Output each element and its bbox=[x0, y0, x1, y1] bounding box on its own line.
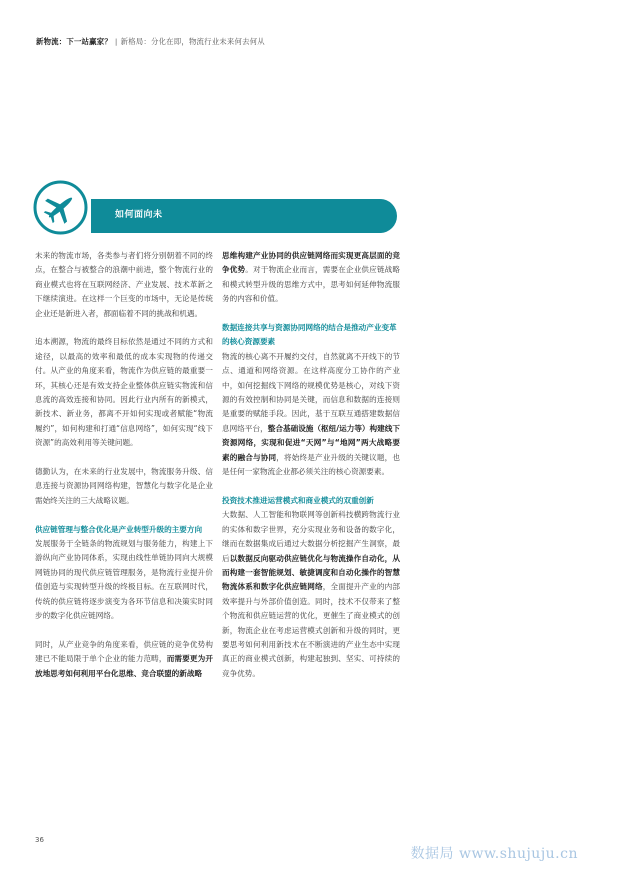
section-banner bbox=[33, 180, 397, 235]
paragraph bbox=[35, 638, 213, 681]
paragraph: 德勤认为，在未来的行业发展中，物流服务升级、信息连接与资源协同网络构建，智慧化与数字化是企业需始终关注的三大战略议题。 bbox=[35, 467, 213, 505]
emphasis-text: 整合基础设施（枢纽/运力等）构建线下资源网络，实现和促进“天网”与“地网”两大战略要素的融合与协同 bbox=[222, 423, 400, 462]
emphasis-text: 思维构建产业协同的供应链网络而实现更高层面的竞争优势 bbox=[222, 251, 400, 275]
right-text-column bbox=[222, 249, 400, 696]
paragraph-text: 。对于物流企业而言，需要在企业供应链战略和模式转型升级的思维方式中，思考如何延伸物流服务的内容和价值。 bbox=[222, 265, 401, 304]
paragraph bbox=[222, 249, 400, 307]
paragraph: 未来的物流市场，各类参与者们将分别朝着不同的终点，在整合与被整合的浪潮中前进，整个物流行业的商业模式也将在互联网经济、产业发展、技术革新之下继续演进。在这样一个巨变的市场中，无论是传统企业还是新进入者，都面临着不同的挑战和机遇。 bbox=[35, 251, 213, 318]
airplane-icon bbox=[33, 180, 88, 235]
header-separator: | bbox=[114, 37, 118, 46]
paragraph bbox=[222, 350, 400, 480]
paragraph-text: ，全面提升产业的内部效率提升与外部价值创造。同时，技术不仅带来了整个物流和供应链运营的优化，更催生了商业模式的创新，物流企业在考虑运营模式创新和升级的同时，更要思考如何利用新技术在不断演进的产业生态中实现真正的商业模式创新，构建起独到、坚实、可持续的竞争优势。 bbox=[222, 582, 401, 678]
subheading: 数据连接共享与资源协同网络的结合是推动产业变革的核心资源要素 bbox=[222, 323, 397, 347]
left-text-column bbox=[35, 249, 213, 696]
watermark: 数据局 www.shujuju.cn bbox=[410, 846, 578, 862]
chapter-subtitle: 新格局：分化在即，物流行业未来何去何从 bbox=[120, 37, 265, 46]
paragraph-text: 物流的核心离不开履约交付，自然就离不开线下的节点、通道和网络资源。在这样高度分工协作的产业中，如何挖掘线下网络的规模优势是核心，对线下资源的有效控制和协同是关键，而信息和数据的连接则是重要的赋能手段。因此，基于互联互通搭建数据信息网络平台， bbox=[222, 351, 400, 433]
emphasis-text: 以数据反向驱动供应链优化与物流操作自动化，从而构建一套智能规划、敏捷调度和自动化操作的智慧物流体系和数字化供应链网络 bbox=[222, 553, 401, 592]
subheading: 投资技术推进运营模式和商业模式的双重创新 bbox=[222, 495, 374, 505]
emphasis-text: 而需要更为开放地思考如何利用平台化思维、竞合联盟的新战略 bbox=[35, 654, 214, 678]
subheading: 供应链管理与整合优化是产业转型升级的主要方向 bbox=[35, 524, 203, 534]
report-title: 新物流：下一站赢家？ bbox=[36, 37, 112, 46]
paragraph-text: 同时，从产业竞争的角度来看，供应链的竞争优势构建已不能局限于单个企业的能力范畴， bbox=[35, 639, 213, 664]
paragraph: 发展服务于全链条的物流规划与服务能力，构建上下游纵向产业协同体系，实现由线性单链协同向大规模网链协同的现代供应链管理服务，是物流行业提升价值创造与实现转型升级的终极目标。在互联网时代，传统的供应链将逐步演变为各环节信息和决策实时同步的数字化供应链网络。 bbox=[35, 539, 213, 621]
paragraph-text: 大数据、人工智能和物联网等创新科技横跨物流行业的实体和数字世界，充分实现业务和设备的数字化，继而在数据集成后通过大数据分析挖掘产生洞察，最后 bbox=[222, 510, 400, 563]
paragraph bbox=[222, 508, 400, 681]
section-title: 如何面向未 bbox=[115, 210, 163, 220]
paragraph: 追本溯源，物流的最终目标依然是通过不同的方式和途径，以最高的效率和最低的成本实现物的传递交付。从产业的角度来看，物流作为供应链的最重要一环，其核心还是有效支持企业整体供应链实物流和信息流的高效连接和协同。因此行业内所有的新模式，新技术、新业务，都离不开如何实现或者赋能“物流履约”，如何构建和打通“信息网络”，如何实现“线下资源”的高效利用等关键问题。 bbox=[35, 337, 213, 448]
page-number: 36 bbox=[35, 836, 44, 844]
paragraph-text: ，将始终是产业升级的关键议题，也是任何一家物流企业都必须关注的核心资源要素。 bbox=[222, 452, 401, 477]
running-header bbox=[36, 36, 265, 47]
